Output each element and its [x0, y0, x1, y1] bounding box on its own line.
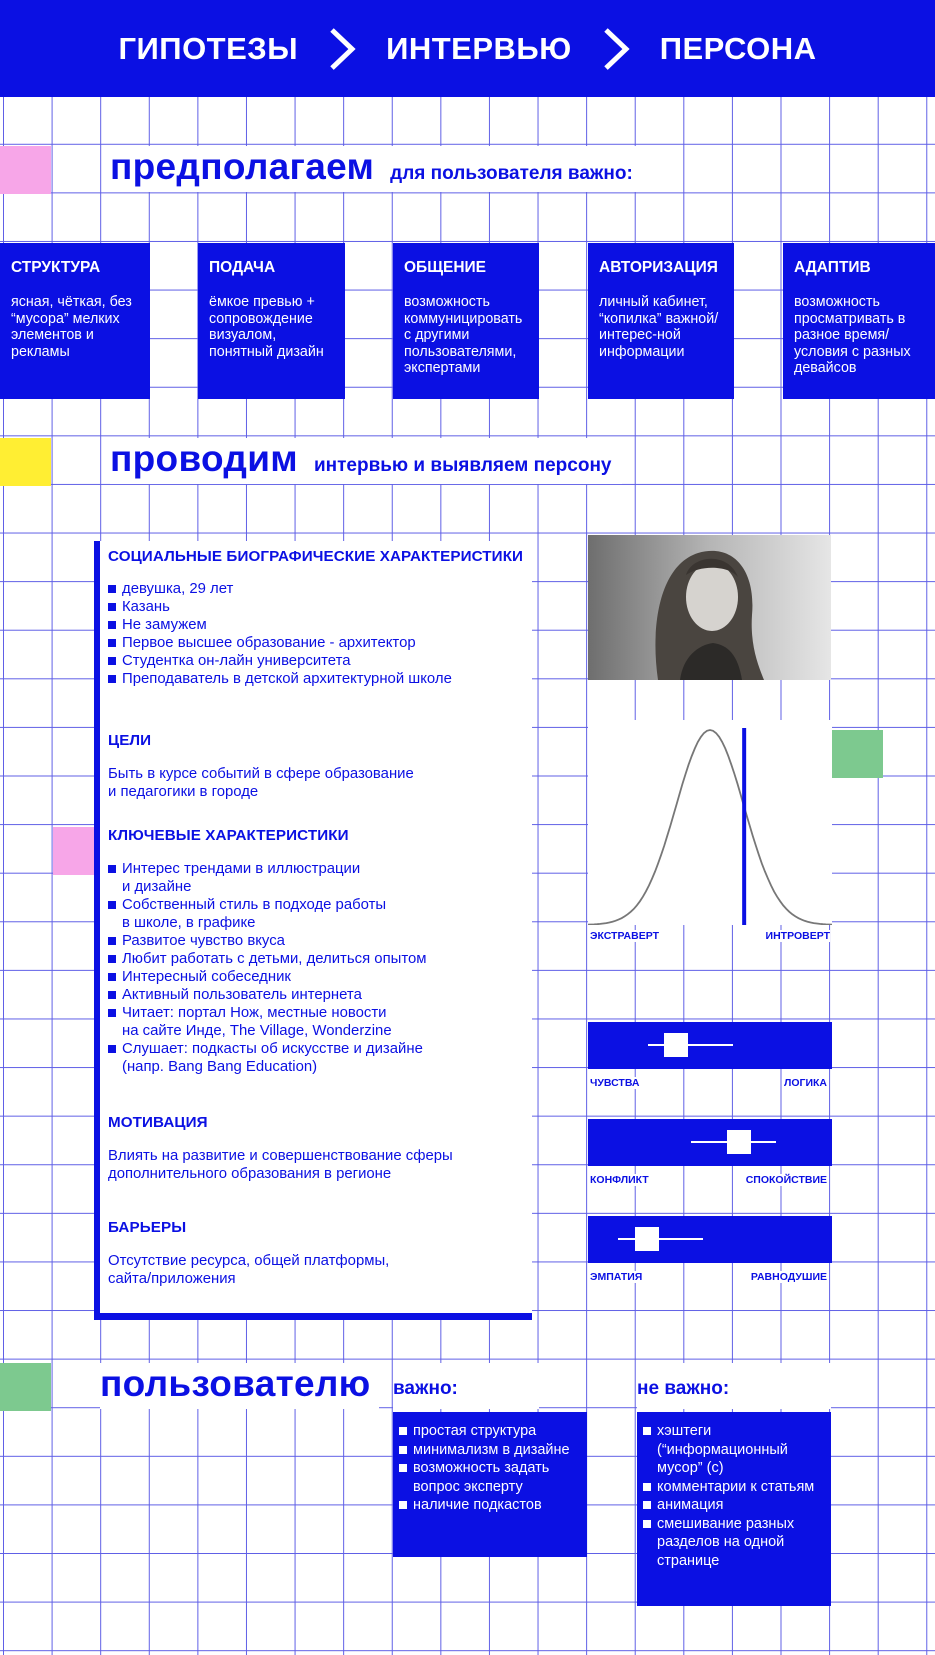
- card-text: ёмкое превью + сопровождение визуалом, понятный дизайн: [209, 294, 324, 360]
- list-item: комментарии к статьям: [643, 1478, 831, 1497]
- list-item: анимация: [643, 1496, 831, 1515]
- slider-knob: [664, 1033, 688, 1057]
- list-item: Активный пользователь интернета: [108, 986, 532, 1004]
- list-item: Читает: портал Нож, местные новости на сайте Инде, The Village, Wonderzine: [108, 1004, 532, 1040]
- scale-left-label: ЧУВСТВА: [590, 1077, 640, 1089]
- section-interview-heading: [110, 438, 622, 484]
- chevron-right-icon: [596, 26, 636, 72]
- pink-square: [0, 146, 51, 194]
- key-title: КЛЮЧЕВЫЕ ХАРАКТЕРИСТИКИ: [108, 827, 349, 844]
- slider-knob: [727, 1130, 751, 1154]
- not-important-heading: не важно:: [637, 1363, 831, 1409]
- slider-knob: [635, 1227, 659, 1251]
- list-item: простая структура: [399, 1422, 587, 1441]
- list-item: Казань: [108, 598, 532, 616]
- card-title: ОБЩЕНИЕ: [404, 259, 487, 276]
- slider-track: [648, 1044, 733, 1046]
- card-text: ясная, чёткая, без “мусора” мелких элементов и рекламы: [11, 294, 132, 360]
- bell-curve-chart: [588, 720, 832, 925]
- section-title-small: для пользователя важно:: [390, 163, 633, 184]
- slider-feelings-logic: [588, 1022, 832, 1069]
- section-title-big: пользователю: [100, 1363, 371, 1404]
- card-title: СТРУКТУРА: [11, 259, 101, 276]
- section-title-small: интервью и выявляем персону: [313, 455, 612, 476]
- card-text: личный кабинет, “копилка” важной/интерес-ной информации: [599, 294, 719, 360]
- important-heading: важно:: [393, 1363, 539, 1409]
- list-item: Собственный стиль в подходе работы в школе, в графике: [108, 896, 532, 932]
- hypothesis-card: [0, 243, 150, 399]
- hypothesis-card: [783, 243, 935, 399]
- motivation-line: дополнительного образования в регионе: [108, 1166, 392, 1182]
- section-user-heading: [100, 1363, 379, 1409]
- barriers-line: Отсутствие ресурса, общей платформы,: [108, 1253, 390, 1269]
- section-title-big: проводим: [110, 438, 298, 479]
- not-important-box: [637, 1412, 831, 1606]
- step-interview: ИНТЕРВЬЮ: [386, 30, 572, 66]
- list-item: наличие подкастов: [399, 1496, 587, 1515]
- hypothesis-card: [198, 243, 345, 399]
- hypothesis-card: [393, 243, 539, 399]
- social-list: [108, 580, 532, 688]
- scale-right-label: РАВНОДУШИЕ: [750, 1271, 827, 1283]
- list-item: девушка, 29 лет: [108, 580, 532, 598]
- card-text: возможность коммуницировать с другими пользователями, экспертами: [404, 294, 523, 376]
- list-item: Первое высшее образование - архитектор: [108, 634, 532, 652]
- not-important-list: [643, 1422, 831, 1570]
- key-list: [108, 860, 532, 1076]
- list-item: Интересный собеседник: [108, 968, 532, 986]
- green-square: [0, 1363, 51, 1411]
- important-box: [393, 1412, 587, 1557]
- list-item: Не замужем: [108, 616, 532, 634]
- card-title: ПОДАЧА: [209, 259, 276, 276]
- persona-photo: [588, 535, 831, 680]
- list-item: Слушает: подкасты об искусстве и дизайне (напр. Bang Bang Education): [108, 1040, 532, 1076]
- scale-right-label: СПОКОЙСТВИЕ: [745, 1174, 827, 1186]
- scale-left-label: ЭКСТРАВЕРТ: [590, 930, 660, 942]
- card-title: АДАПТИВ: [794, 259, 871, 276]
- list-item: Студентка он-лайн университета: [108, 652, 532, 670]
- motivation-title: МОТИВАЦИЯ: [108, 1114, 208, 1131]
- goals-title: ЦЕЛИ: [108, 732, 152, 749]
- scale-right-label: ИНТРОВЕРТ: [765, 930, 830, 942]
- list-item: Интерес трендами в иллюстрации и дизайне: [108, 860, 532, 896]
- section-assume-heading: [110, 146, 643, 192]
- motivation-line: Влиять на развитие и совершенствование сферы: [108, 1148, 453, 1164]
- list-item: смешивание разных разделов на одной странице: [643, 1515, 831, 1571]
- yellow-square: [0, 438, 51, 486]
- list-item: Развитое чувство вкуса: [108, 932, 532, 950]
- bell-curve: [588, 730, 832, 925]
- social-title: СОЦИАЛЬНЫЕ БИОГРАФИЧЕСКИЕ ХАРАКТЕРИСТИКИ: [108, 548, 524, 565]
- scale-left-label: ЭМПАТИЯ: [590, 1271, 643, 1283]
- barriers-line: сайта/приложения: [108, 1271, 236, 1287]
- list-item: возможность задать вопрос эксперту: [399, 1459, 587, 1496]
- step-persona: ПЕРСОНА: [659, 30, 817, 66]
- list-item: Преподаватель в детской архитектурной школе: [108, 670, 532, 688]
- green-square: [832, 730, 883, 778]
- goals-line: и педагогики в городе: [108, 784, 259, 800]
- list-item: Любит работать с детьми, делиться опытом: [108, 950, 532, 968]
- persona-panel: [94, 541, 532, 1320]
- scale-right-label: ЛОГИКА: [783, 1077, 827, 1089]
- card-title: АВТОРИЗАЦИЯ: [599, 259, 718, 276]
- slider-track: [618, 1238, 703, 1240]
- chevron-right-icon: [322, 26, 362, 72]
- card-text: возможность просматривать в разное время/условия с разных девайсов: [794, 294, 911, 376]
- scale-left-label: КОНФЛИКТ: [590, 1174, 649, 1186]
- list-item: хэштеги (“информационный мусор” (с): [643, 1422, 831, 1478]
- barriers-title: БАРЬЕРЫ: [108, 1219, 187, 1236]
- slider-conflict-calm: [588, 1119, 832, 1166]
- slider-empathy-indifference: [588, 1216, 832, 1263]
- important-list: [399, 1422, 587, 1515]
- step-hypotheses: ГИПОТЕЗЫ: [118, 30, 299, 66]
- section-title-big: предполагаем: [110, 146, 375, 187]
- hypothesis-card: [588, 243, 734, 399]
- goals-line: Быть в курсе событий в сфере образование: [108, 766, 414, 782]
- list-item: минимализм в дизайне: [399, 1441, 587, 1460]
- header-bar: [0, 0, 935, 97]
